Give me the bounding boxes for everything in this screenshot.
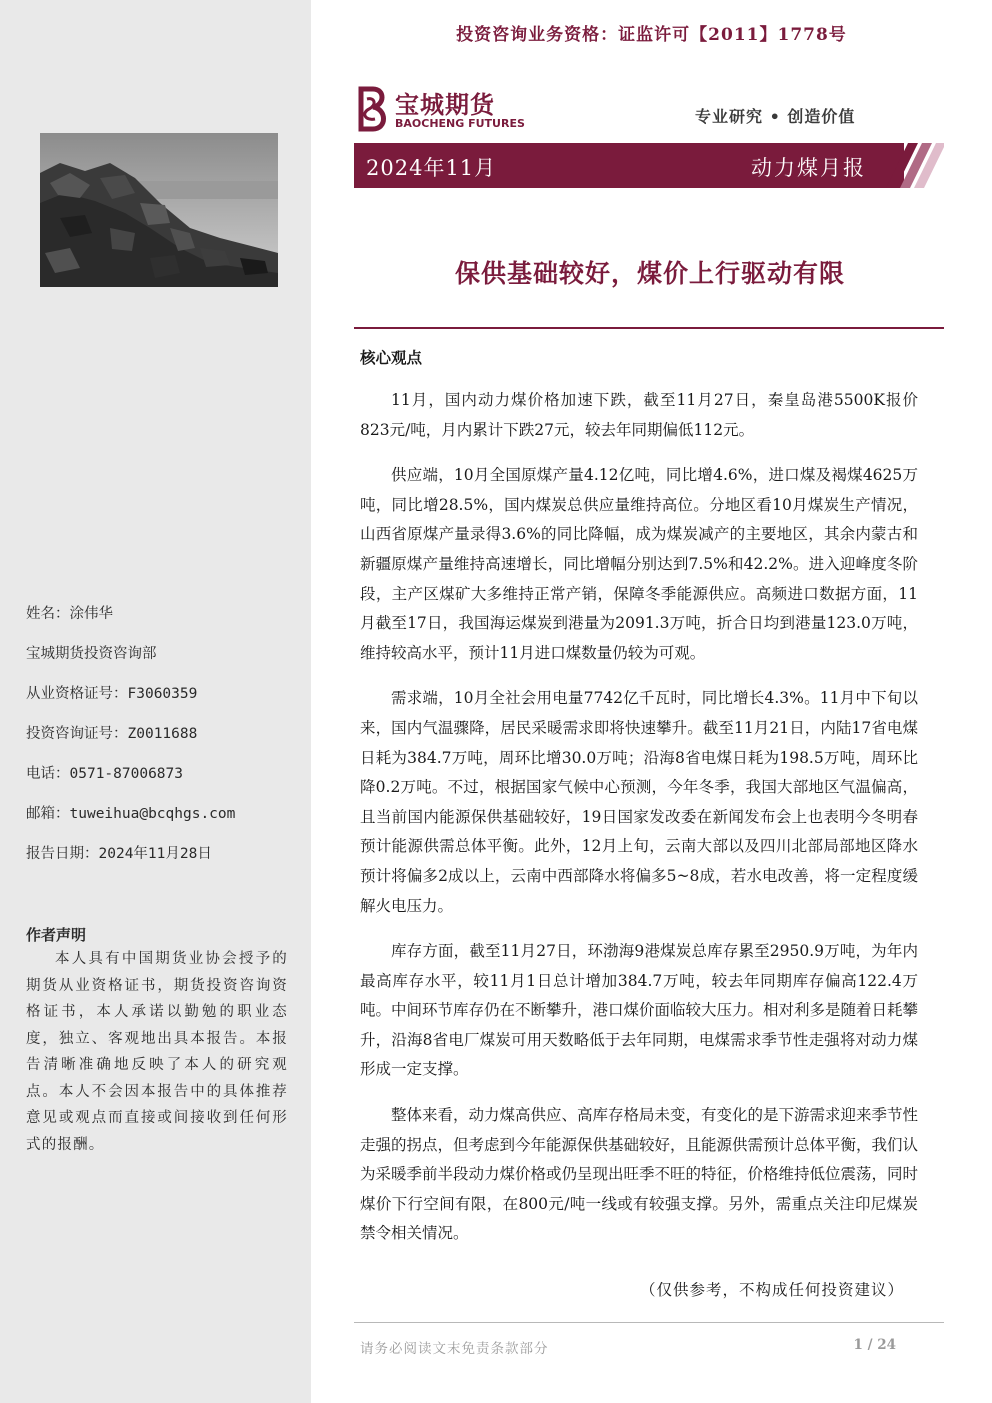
paragraph-inventory: 库存方面，截至11月27日，环渤海9港煤炭总库存累至2950.9万吨，为年内最高库存水平，较11月1日总计增加384.7万吨，较去年同期库存偏高122.4万吨。中间环节库存仍在不断攀升，港口煤价面临较大压力。相对利多是随着日耗攀升，沿海8省电厂煤炭可用天数略低于去年同期，电煤需求季节性走强将对动力煤形成一定支撑。 bbox=[360, 942, 919, 1079]
declaration-title: 作者声明 bbox=[26, 926, 87, 944]
baocheng-logo-icon bbox=[355, 85, 391, 133]
banner-report-type: 动力煤月报 bbox=[751, 156, 866, 180]
author-consult-cert: 投资咨询证号：Z0011688 bbox=[26, 726, 198, 742]
report-title: 保供基础较好，煤价上行驱动有限 bbox=[454, 259, 845, 288]
report-banner bbox=[354, 143, 904, 188]
author-email: 邮箱：tuweihua@bcqhgs.com bbox=[26, 806, 236, 822]
declaration-text: 本人具有中国期货业协会授予的期货从业资格证书，期货投资咨询资格证书，本人承诺以勤勉的职业态度，独立、客观地出具本报告。本报告清晰准确地反映了本人的研究观点。本人不会因本报告中的具体推荐意见或观点而直接或间接收到任何形式的报酬。 bbox=[26, 951, 288, 1153]
investment-disclaimer-note: （仅供参考，不构成任何投资建议） bbox=[639, 1281, 904, 1299]
slogan: 专业研究 • 创造价值 bbox=[695, 107, 856, 126]
paragraph-demand: 需求端，10月全社会用电量7742亿千瓦时，同比增长4.3%。11月中下旬以来，国内气温骤降，居民采暖需求即将快速攀升。截至11月21日，内陆17省电煤日耗为384.7万吨，周环比增30.0万吨；沿海8省电煤日耗为198.5万吨，周环比降0.2万吨。不过，根据国家气候中心预测，今年冬季，我国大部地区气温偏高，且当前国内能源保供基础较好，19日国家发改委在新闻发布会上也表明今冬明春预计能源供需总体平衡。此外，12月上旬，云南大部以及四川北部局部地区降水预计将偏多2成以上，云南中西部降水将偏多5~8成，若水电改善，将一定程度缓解火电压力。 bbox=[360, 689, 918, 915]
core-viewpoint-heading: 核心观点 bbox=[360, 348, 423, 367]
author-dept: 宝城期货投资咨询部 bbox=[26, 646, 157, 662]
company-logo bbox=[355, 85, 555, 135]
footer-divider bbox=[354, 1322, 944, 1323]
banner-date: 2024年11月 bbox=[366, 156, 497, 180]
paragraph-supply: 供应端，10月全国原煤产量4.12亿吨，同比增4.6%，进口煤及褐煤4625万吨，同比增28.5%，国内煤炭总供应量维持高位。分地区看10月煤炭生产情况，山西省原煤产量录得3.6%的同比降幅，成为煤炭减产的主要地区，其余内蒙古和新疆原煤产量维持高速增长，同比增幅分别达到7.5%和42.2%。进入迎峰度冬阶段，主产区煤矿大多维持正常产销，保障冬季能源供应。高频进口数据方面，11月截至17日，我国海运煤炭到港量为2091.3万吨，折合日均到港量123.0万吨，维持较高水平，预计11月进口煤数量仍较为可观。 bbox=[360, 466, 918, 662]
core-viewpoint-body bbox=[360, 386, 918, 1265]
footer-disclaimer-link: 请务必阅读文末免责条款部分 bbox=[360, 1341, 549, 1357]
coal-photo bbox=[40, 133, 278, 287]
author-name: 姓名：涂伟华 bbox=[26, 606, 113, 622]
report-date: 报告日期：2024年11月28日 bbox=[26, 846, 212, 862]
paragraph-price: 11月，国内动力煤价格加速下跌，截至11月27日，秦皇岛港5500K报价823元/吨，月内累计下跌27元，较去年同期偏低112元。 bbox=[360, 391, 918, 439]
paragraph-summary: 整体来看，动力煤高供应、高库存格局未变，有变化的是下游需求迎来季节性走强的拐点，但考虑到今年能源保供基础较好，且能源供需预计总体平衡，我们认为采暖季前半段动力煤价格或仍呈现出旺季不旺的特征，价格维持低位震荡，同时煤价下行空间有限，在800元/吨一线或有较强支撑。另外，需重点关注印尼煤炭禁令相关情况。 bbox=[360, 1106, 919, 1243]
page-number: 1 / 24 bbox=[853, 1337, 896, 1353]
logo-cn-text: 宝城期货 bbox=[395, 91, 495, 119]
author-phone: 电话：0571-87006873 bbox=[26, 766, 183, 782]
logo-en-text: BAOCHENG FUTURES bbox=[395, 117, 525, 130]
sidebar bbox=[0, 0, 311, 1403]
author-qualification: 从业资格证号：F3060359 bbox=[26, 686, 198, 702]
license-line: 投资咨询业务资格：证监许可【2011】1778号 bbox=[456, 25, 847, 45]
author-info bbox=[26, 600, 296, 880]
coal-pile-image bbox=[40, 133, 278, 287]
title-divider bbox=[354, 327, 944, 329]
banner-stripes-decoration bbox=[868, 143, 944, 188]
